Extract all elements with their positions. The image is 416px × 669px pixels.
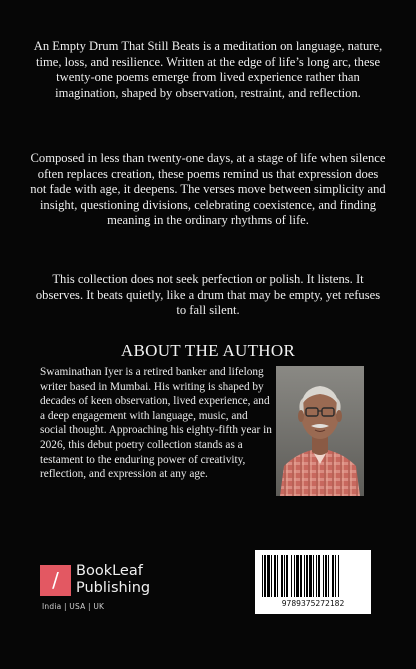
blurb-paragraph-1: An Empty Drum That Still Beats is a meditation on language, nature, time, loss, and resilience. Written at the edge of life’s long arc, these twenty-one poems emerge from lived experience rather than imagination, shaped by observation, restraint, and reflection. (33, 39, 383, 100)
barcode-bar (323, 555, 324, 597)
barcode-bar (296, 555, 299, 597)
author-portrait-image (276, 366, 364, 496)
barcode-bar (318, 555, 320, 597)
barcode-bar (277, 555, 278, 597)
barcode-bar (332, 555, 334, 597)
barcode-bar (291, 555, 292, 597)
publisher-name-line-2: Publishing (76, 580, 151, 596)
barcode-bar (294, 555, 295, 597)
publisher-logo-icon: / (40, 565, 71, 596)
barcode-bar (267, 555, 270, 597)
barcode-bar (304, 555, 305, 597)
barcode-bar (271, 555, 272, 597)
barcode-bar (306, 555, 308, 597)
author-bio: Swaminathan Iyer is a retired banker and lifelong writer based in Mumbai. His writing is shaped by decades of keen observation, lived experience, and a deep engagement with language, music, and social thought. Approaching his eighty-fifth year in 2026, this debut poetry collection stands as a testament to the enduring power of creativity, reflection, and expression at any age. (40, 366, 272, 481)
isbn-number: 9789375272182 (281, 599, 345, 608)
barcode-bar (286, 555, 288, 597)
barcode-bar (284, 555, 285, 597)
blurb-paragraph-3: This collection does not seek perfection or polish. It listens. It observes. It beats quietly, like a drum that may be empty, yet refuses to fall silent. (35, 272, 381, 318)
barcode-bar (281, 555, 283, 597)
barcode-bar (300, 555, 302, 597)
author-photo (276, 366, 364, 496)
blurb-paragraph-2: Composed in less than twenty-one days, at a stage of life when silence often replaces creation, these poems remind us that expression does not fade with age, it deepens. The verses move between simplicity and insight, questioning divisions, celebrating coexistence, and finding meaning in the ordinary rhythms of life. (30, 151, 386, 228)
barcode-bar (309, 555, 312, 597)
publisher-regions: India | USA | UK (42, 602, 105, 611)
barcode-bar (313, 555, 314, 597)
barcode-bar (274, 555, 276, 597)
barcode-bar (338, 555, 339, 597)
barcode-bar (264, 555, 266, 597)
barcode-bar (325, 555, 327, 597)
publisher-name (76, 563, 150, 597)
barcode-bar (262, 555, 263, 597)
barcode-bars-icon (262, 555, 364, 597)
barcode-bar (335, 555, 336, 597)
barcode-bar (328, 555, 329, 597)
publisher-name-line-1: BookLeaf (76, 563, 143, 579)
about-author-heading: ABOUT THE AUTHOR (120, 341, 296, 360)
isbn-barcode (255, 550, 371, 614)
barcode-bar (316, 555, 317, 597)
